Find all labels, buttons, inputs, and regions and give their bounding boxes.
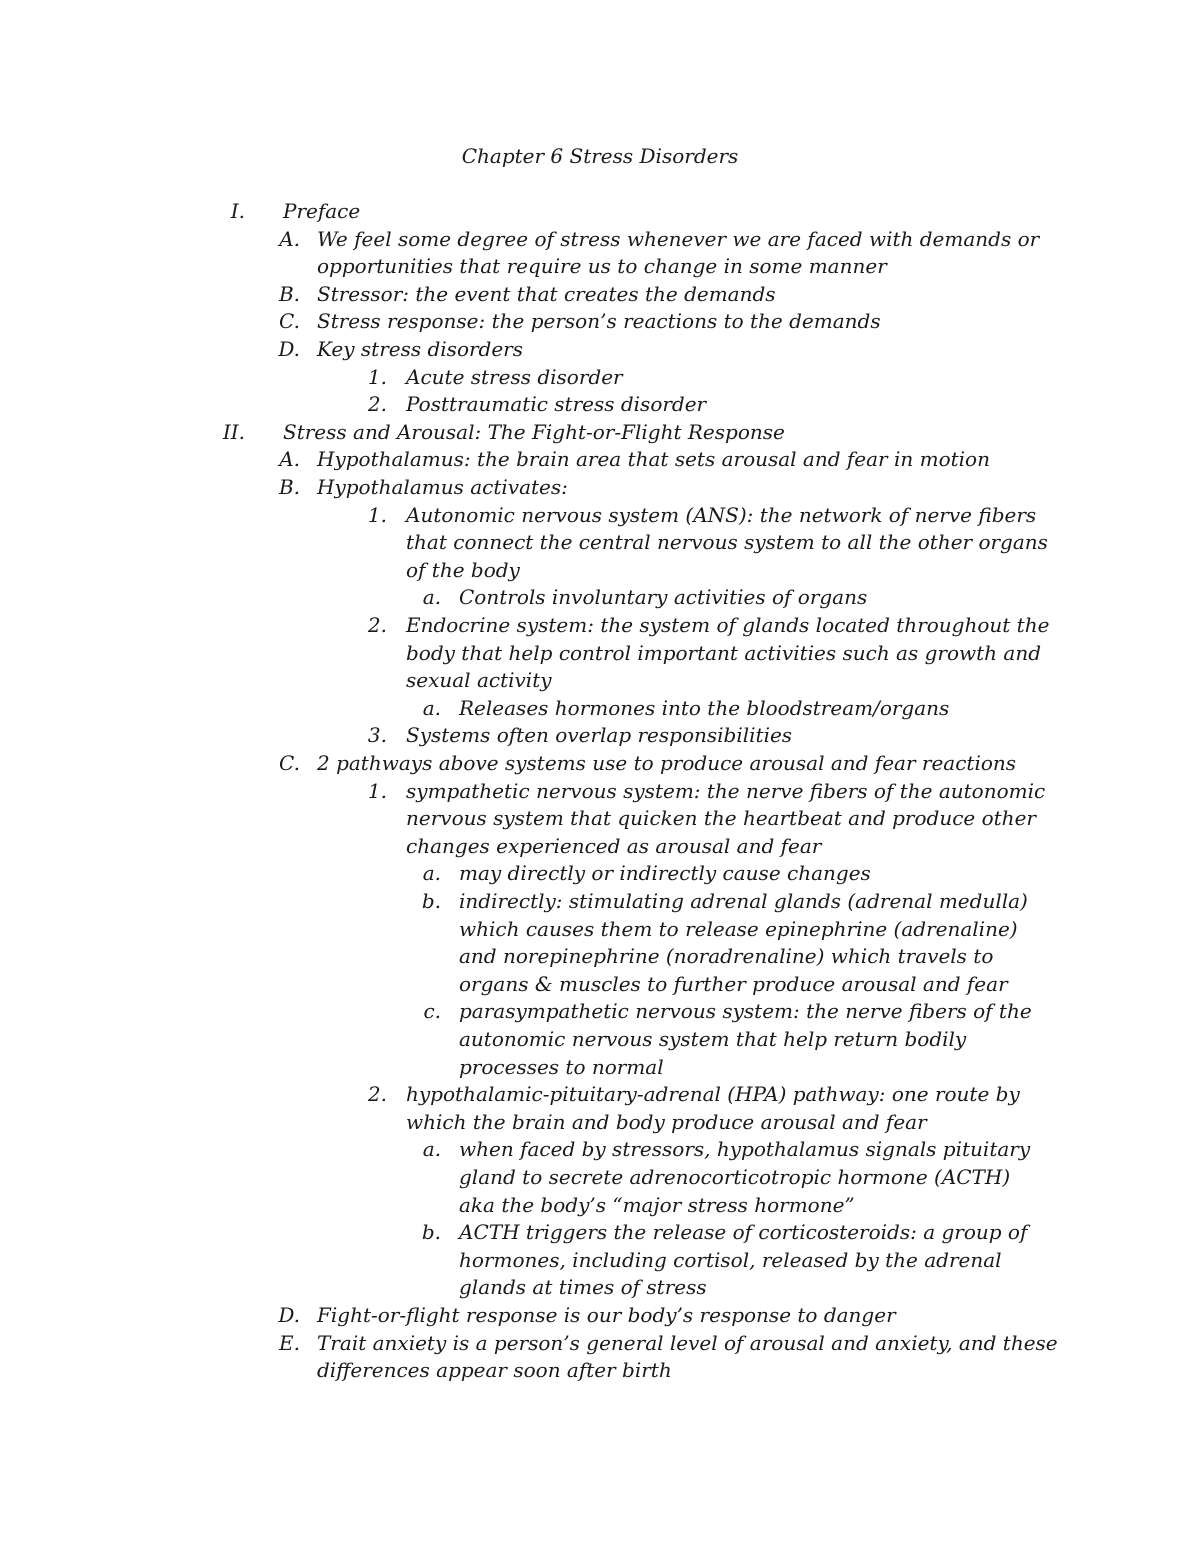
outline-item-text: sympathetic nervous system: the nerve fibers of the autonomic [406,778,1046,803]
outline-item-text: aka the body’s “major stress hormone” [459,1192,855,1217]
outline-marker: 1. [367,502,387,527]
outline-marker: I. [230,199,245,223]
outline-marker: A. [279,226,300,251]
outline-item-text: ACTH triggers the release of corticosteroids: a group of [459,1220,1028,1245]
outline-item-text: Acute stress disorder [406,364,623,389]
outline-marker: c. [423,999,441,1024]
outline-marker: II. [222,419,245,444]
outline-marker: 2. [367,392,387,417]
page-title: Chapter 6 Stress Disorders [461,144,739,168]
outline-item-text: Posttraumatic stress disorder [406,392,707,417]
outline-item-text: Endocrine system: the system of glands located throughout the [406,613,1050,637]
outline-marker: 2. [367,1082,387,1107]
outline-item-text: differences appear soon after birth [317,1358,672,1383]
outline-item-text: which the brain and body produce arousal and fear [406,1109,927,1134]
outline-item-text: Stress response: the person’s reactions to the demands [317,309,881,334]
outline-item-text: Stressor: the event that creates the demands [317,281,776,306]
outline-marker: a. [422,695,441,720]
outline-item-text: body that help control important activities such as growth and [406,640,1042,665]
outline-marker: 2. [367,613,387,637]
outline-item-text: Hypothalamus: the brain area that sets arousal and fear in motion [317,447,990,472]
outline-item-text: Controls involuntary activities of organs [459,585,868,610]
outline-item-text: Stress and Arousal: The Fight-or-Flight Response [283,419,785,444]
outline-item-text: of the body [406,557,520,582]
outline-item-text: gland to secrete adrenocorticotropic hormone (ACTH) [459,1165,1011,1189]
outline-marker: C. [279,309,300,334]
outline-marker: a. [422,1137,441,1162]
outline-item-text: autonomic nervous system that help return bodily [459,1027,967,1051]
outline-item-text: hypothalamic-pituitary-adrenal (HPA) pathway: one route by [406,1082,1020,1107]
outline-marker: 1. [367,364,387,389]
outline-item-text: sexual activity [406,668,552,693]
outline-item-text: when faced by stressors, hypothalamus signals pituitary [459,1137,1031,1162]
outline-item-text: glands at times of stress [459,1275,707,1300]
outline-marker: B. [278,475,300,499]
outline-item-text: organs & muscles to further produce arousal and fear [459,971,1008,996]
outline-item-text: Systems often overlap responsibilities [406,723,793,748]
outline-item-text: processes to normal [459,1054,664,1079]
outline-marker: 1. [367,778,387,803]
outline-marker: b. [421,1220,441,1245]
outline-item-text: Key stress disorders [317,337,524,361]
outline-marker: E. [279,1330,300,1355]
outline-marker: C. [279,751,300,775]
outline-item-text: Fight-or-flight response is our body’s response to danger [317,1303,896,1327]
outline-item-text: Trait anxiety is a person’s general level of arousal and anxiety, and these [317,1330,1058,1355]
outline-item-text: Hypothalamus activates: [317,475,568,499]
outline-item-text: parasympathetic nervous system: the nerve fibers of the [459,999,1032,1024]
outline-item-text: and norepinephrine (noradrenaline) which travels to [459,944,994,969]
outline-marker: 3. [367,723,387,748]
outline-marker: D. [278,1303,300,1327]
outline-item-text: Preface [283,199,361,223]
outline-marker: A. [279,447,300,472]
outline-item-text: 2 pathways above systems use to produce arousal and fear reactions [317,751,1017,775]
outline-item-text: opportunities that require us to change in some manner [317,254,887,279]
outline-marker: a. [422,585,441,610]
outline-item-text: We feel some degree of stress whenever we are faced with demands or [317,226,1040,251]
outline-marker: a. [422,861,441,886]
outline-item-text: Autonomic nervous system (ANS): the network of nerve fibers [406,502,1037,527]
outline-item-text: may directly or indirectly cause changes [459,861,871,886]
outline-item-text: nervous system that quicken the heartbeat and produce other [406,806,1036,831]
outline-item-text: hormones, including cortisol, released by the adrenal [459,1247,1002,1272]
outline-item-text: which causes them to release epinephrine (adrenaline) [459,916,1018,941]
outline-item-text: Releases hormones into the bloodstream/organs [459,695,950,720]
outline-marker: D. [278,337,300,361]
outline-marker: B. [278,281,300,306]
outline-marker: b. [421,889,441,913]
outline-item-text: that connect the central nervous system to all the other organs [406,530,1048,555]
outline-item-text: indirectly: stimulating adrenal glands (adrenal medulla) [459,889,1028,913]
outline-item-text: changes experienced as arousal and fear [406,833,822,858]
